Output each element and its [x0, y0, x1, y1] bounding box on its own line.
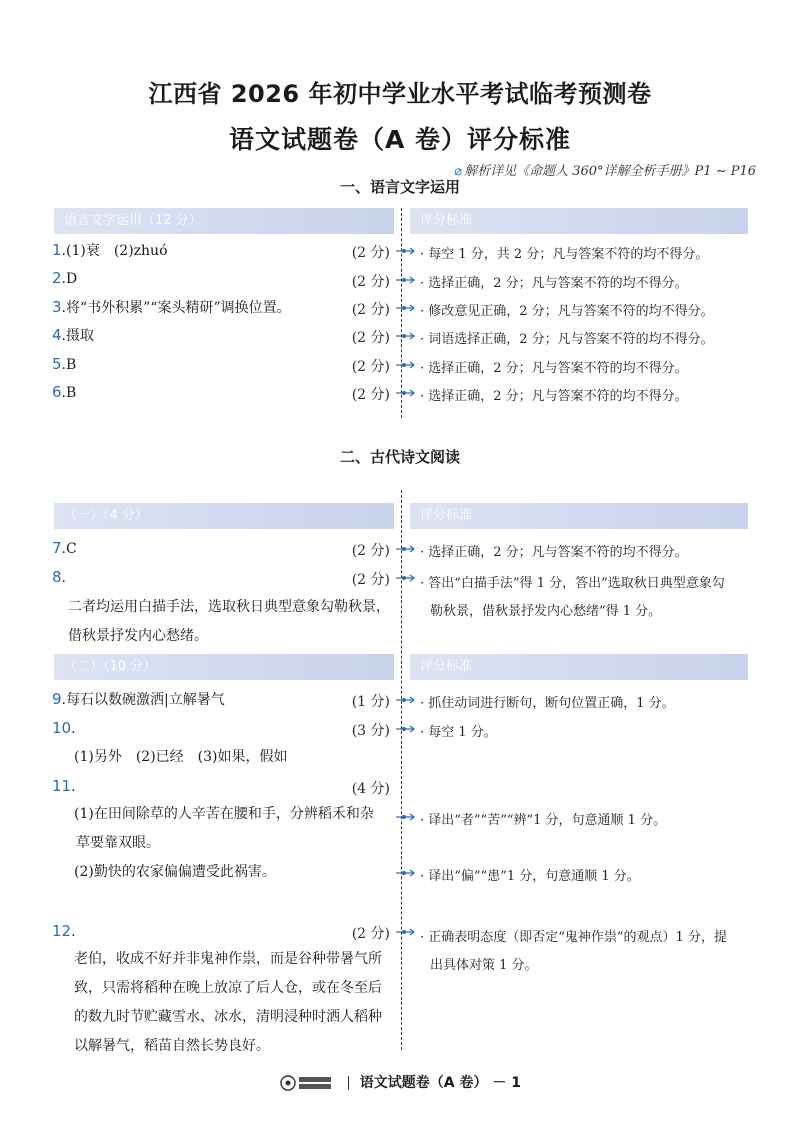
question-number: 8	[52, 568, 62, 586]
footer-divider	[348, 1076, 349, 1090]
points: (2 分)	[351, 543, 390, 559]
answer-paragraph	[74, 945, 382, 1061]
answer-row	[52, 268, 77, 287]
answer-text: .将“书外积累”“案头精研”调换位置。	[61, 300, 291, 316]
answer-line: (1)在田间除草的人辛苦在腰和手，分辨稻禾和杂	[74, 806, 374, 822]
points: (2 分)	[351, 302, 390, 318]
criteria-line: · 答出“白描手法”得 1 分，答出“选取秋日典型意象勾	[420, 576, 725, 591]
question-number: 10	[52, 719, 72, 737]
criteria-text: · 每空 1 分。	[420, 725, 497, 740]
arrow-icon	[396, 360, 416, 370]
criteria-text: · 译出“偏”“患”1 分，句意通顺 1 分。	[420, 869, 640, 884]
answer-text: .(1)衰 (2)zhuó	[61, 243, 168, 259]
points: (2 分)	[351, 330, 390, 346]
points: (2 分)	[351, 926, 390, 942]
answer-line: (1)另外 (2)已经 (3)如果，假如	[74, 749, 288, 765]
answer-paragraph	[68, 593, 390, 651]
arrow-icon	[396, 275, 416, 285]
criteria-block	[420, 924, 727, 980]
points: (2 分)	[351, 359, 390, 375]
question-number: 11	[52, 777, 72, 795]
section-bar-left: （一）（4 分）	[54, 503, 394, 529]
criteria-text: · 词语选择正确，2 分；凡与答案不符的均不得分。	[420, 332, 714, 347]
section-bar-right: 评分标准	[410, 503, 748, 529]
arrow-icon	[396, 303, 416, 313]
publisher-logo-icon	[279, 1073, 333, 1093]
section-heading: 一、语言文字运用	[339, 178, 460, 196]
question-number: 7	[52, 539, 62, 557]
criteria-text: · 每空 1 分，共 2 分；凡与答案不符的均不得分。	[420, 247, 709, 262]
criteria-text: · 选择正确，2 分；凡与答案不符的均不得分。	[420, 545, 688, 560]
answer-line: 以解暑气，稻苗自然长势良好。	[74, 1038, 270, 1054]
answer-row	[52, 538, 77, 557]
reference-text: 解析详见《命题人 360°详解全析手册》P1 ~ P16	[464, 164, 756, 179]
arrow-icon	[396, 695, 416, 705]
answer-line: 的数九时节贮藏雪水、冰水，清明浸种时洒人稻种	[74, 1009, 382, 1025]
question-number: 9	[52, 690, 62, 708]
answer-row	[52, 354, 76, 373]
answer-text: .	[71, 779, 76, 795]
answer-row	[52, 776, 76, 795]
answer-line: 致，只需将稻种在晚上放凉了后人仓，或在冬至后	[74, 980, 382, 996]
answer-text: .摄取	[61, 328, 94, 344]
question-number: 5	[52, 355, 62, 373]
paperclip-icon: ⌀	[454, 164, 463, 179]
answer-text: .	[61, 570, 66, 586]
arrow-icon	[396, 812, 416, 822]
page-footer	[0, 1072, 800, 1093]
arrow-icon	[396, 388, 416, 398]
answer-row	[52, 240, 168, 260]
points: (3 分)	[351, 723, 390, 739]
answer-line: (2)勤快的农家偏偏遭受此祸害。	[74, 864, 276, 880]
answer-text: .D	[61, 271, 78, 287]
answer-line: 借秋景抒发内心愁绪。	[68, 628, 208, 644]
arrow-icon	[396, 868, 416, 878]
arrow-icon	[396, 246, 416, 256]
criteria-text: · 选择正确，2 分；凡与答案不符的均不得分。	[420, 276, 688, 291]
answer-row	[52, 718, 76, 737]
question-number: 1	[52, 241, 62, 259]
arrow-icon	[396, 544, 416, 554]
exam-title: 江西省 2026 年初中学业水平考试临考预测卷	[148, 80, 652, 108]
question-number: 4	[52, 326, 62, 344]
criteria-block	[420, 570, 725, 626]
points: (1 分)	[351, 694, 390, 710]
answer-row	[52, 921, 76, 940]
answer-line: 草要靠双眼。	[76, 835, 160, 851]
criteria-line: · 正确表明态度（即否定“鬼神作祟”的观点）1 分，提	[420, 930, 727, 945]
answer-text: .	[71, 924, 76, 940]
points: (2 分)	[351, 572, 390, 588]
answer-row	[52, 297, 291, 317]
answer-text: .B	[61, 385, 77, 401]
criteria-text: · 译出“者”“苦”“辨”1 分，句意通顺 1 分。	[420, 813, 667, 828]
criteria-line: 出具体对策 1 分。	[430, 958, 538, 973]
question-number: 2	[52, 269, 62, 287]
answer-line: 老伯，收成不好并非鬼神作祟，而是谷种带暑气所	[74, 951, 382, 967]
answer-row	[52, 382, 76, 401]
points: (2 分)	[351, 387, 390, 403]
points: (2 分)	[351, 274, 390, 290]
question-number: 3	[52, 298, 62, 316]
section-bar-right: 评分标准	[410, 208, 748, 234]
criteria-text: · 选择正确，2 分；凡与答案不符的均不得分。	[420, 361, 688, 376]
section-heading: 二、古代诗文阅读	[339, 448, 460, 466]
answer-text: .每石以数碗激洒|立解暑气	[61, 692, 225, 708]
criteria-text: · 修改意见正确，2 分；凡与答案不符的均不得分。	[420, 304, 714, 319]
answer-text: .	[71, 721, 76, 737]
divider-line	[401, 208, 402, 418]
section-bar-left: （二）（10 分）	[54, 654, 394, 680]
answer-row	[52, 567, 66, 586]
points: (2 分)	[351, 245, 390, 261]
answer-paragraph	[74, 800, 374, 858]
page-label: 语文试题卷（A 卷） － 1	[359, 1075, 521, 1091]
answer-text: .C	[61, 541, 77, 557]
arrow-icon	[396, 573, 416, 583]
exam-subtitle: 语文试题卷（A 卷）评分标准	[228, 125, 572, 154]
criteria-line: 勒秋景，借秋景抒发内心愁绪”得 1 分。	[430, 604, 662, 619]
section-bar-left: 语言文字运用（12 分）	[54, 208, 394, 234]
criteria-text: · 抓住动词进行断句，断句位置正确，1 分。	[420, 696, 675, 711]
arrow-icon	[396, 927, 416, 937]
points: (4 分)	[351, 781, 390, 797]
section-bar-right: 评分标准	[410, 654, 748, 680]
question-number: 12	[52, 922, 72, 940]
answer-row	[52, 689, 225, 709]
criteria-text: · 选择正确，2 分；凡与答案不符的均不得分。	[420, 389, 688, 404]
answer-row	[52, 325, 94, 345]
arrow-icon	[396, 331, 416, 341]
answer-line: 二者均运用白描手法，选取秋日典型意象勾勒秋景，	[68, 599, 390, 615]
arrow-icon	[396, 724, 416, 734]
answer-text: .B	[61, 357, 77, 373]
question-number: 6	[52, 383, 62, 401]
